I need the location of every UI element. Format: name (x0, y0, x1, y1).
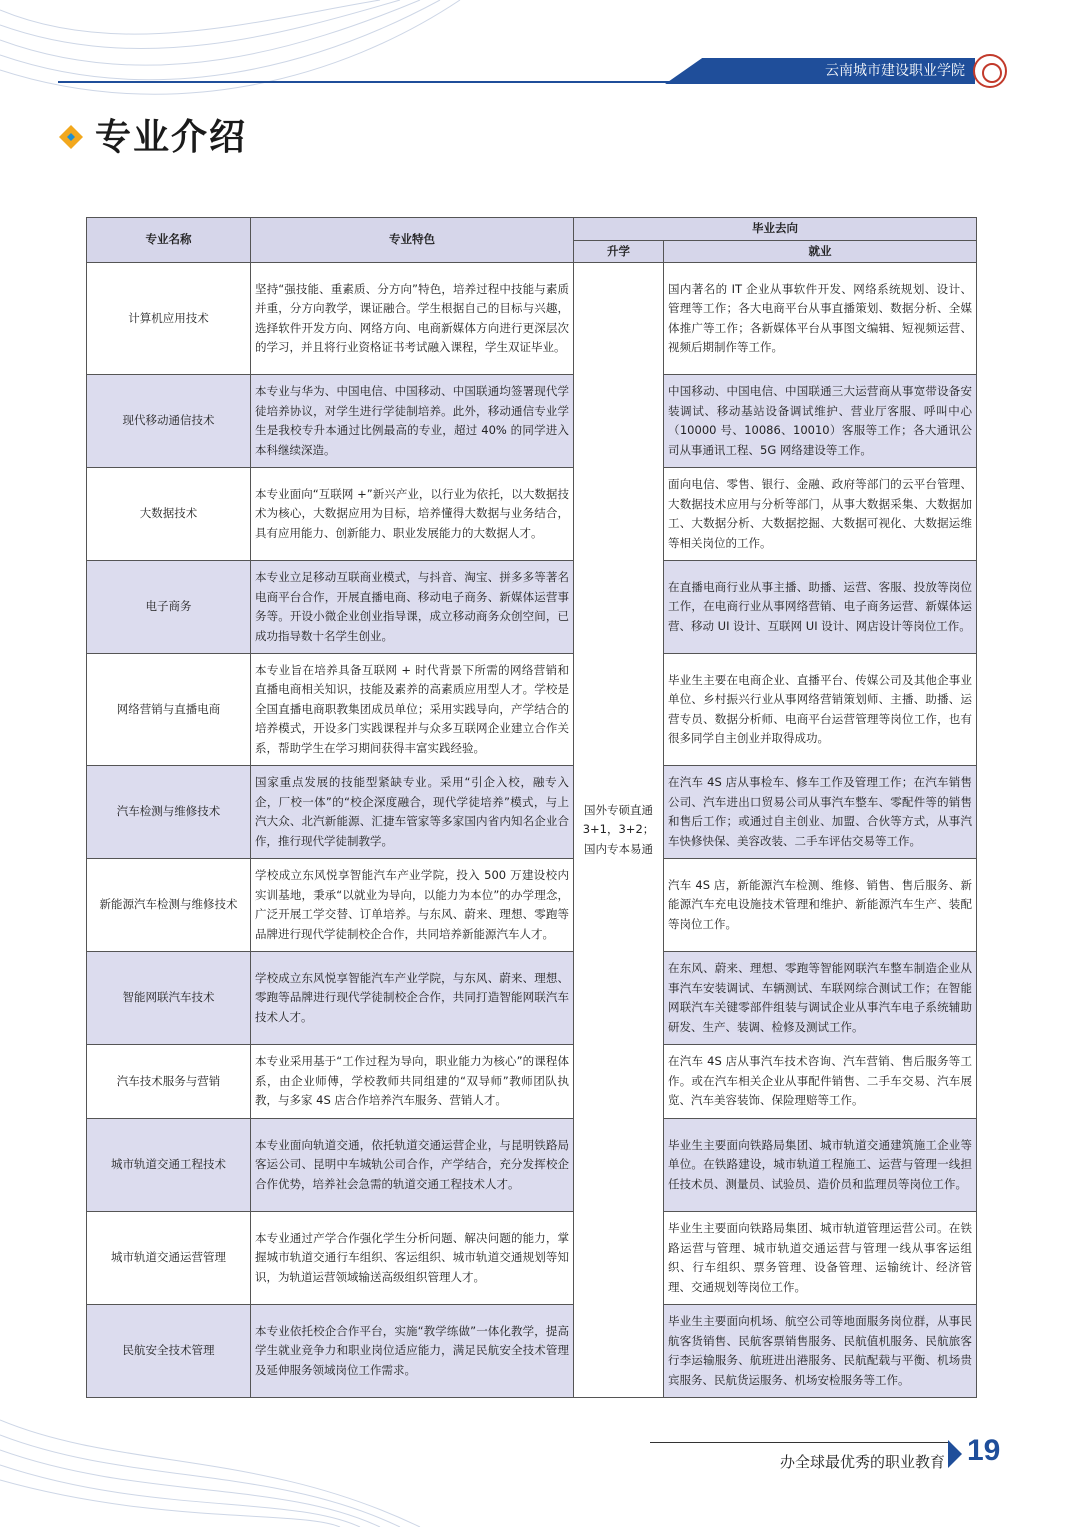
table-row (87, 1305, 977, 1398)
major-job: 毕业生主要面向机场、航空公司等地面服务岗位群，从事民航客货销售、民航客票销售服务、民航值机服务、民航旅客行李运输服务、航班进出港服务、民航配载与平衡、机场贵宾服务、民航货运服务、机场安检服务等工作。 (664, 1305, 977, 1398)
table-row (87, 952, 977, 1045)
header-destination: 毕业去向 (574, 218, 977, 241)
major-name: 电子商务 (87, 561, 251, 654)
major-name: 网络营销与直播电商 (87, 654, 251, 766)
major-feature: 坚持“强技能、重素质、分方向”特色，培养过程中技能与素质并重，分方向教学，课证融合。学生根据自己的目标与兴趣，选择软件开发方向、网络方向、电商新媒体方向进行更深层次的学习，并且将行业资格证书考试融入课程，学生双证毕业。 (251, 263, 574, 375)
major-name: 现代移动通信技术 (87, 375, 251, 468)
major-name: 大数据技术 (87, 468, 251, 561)
major-job: 面向电信、零售、银行、金融、政府等部门的云平台管理、大数据技术应用与分析等部门，从事大数据采集、大数据加工、大数据分析、大数据挖掘、大数据可视化、大数据运维等相关岗位的工作。 (664, 468, 977, 561)
table-row (87, 766, 977, 859)
major-job: 在汽车 4S 店从事检车、修车工作及管理工作；在汽车销售公司、汽车进出口贸易公司从事汽车整车、零配件等的销售和售后工作；或通过自主创业、加盟、合伙等方式，从事汽车快修快保、美容改装、二手车评估交易等工作。 (664, 766, 977, 859)
major-feature: 本专业与华为、中国电信、中国移动、中国联通均签署现代学徒培养协议，对学生进行学徒制培养。此外，移动通信专业学生是我校专升本通过比例最高的专业，超过 40% 的同学进入本科继续深造。 (251, 375, 574, 468)
table-row (87, 263, 977, 375)
diamond-icon (58, 124, 84, 150)
major-name: 汽车检测与维修技术 (87, 766, 251, 859)
header-major-name: 专业名称 (87, 218, 251, 263)
major-feature: 本专业通过产学合作强化学生分析问题、解决问题的能力，掌握城市轨道交通行车组织、客运组织、城市轨道交通规划等知识，为轨道运营领域输送高级组织管理人才。 (251, 1212, 574, 1305)
major-feature: 本专业面向轨道交通，依托轨道交通运营企业，与昆明铁路局客运公司、昆明中车城轨公司合作，产学结合，充分发挥校企合作优势，培养社会急需的轨道交通工程技术人才。 (251, 1119, 574, 1212)
table-row (87, 1212, 977, 1305)
major-feature: 本专业旨在培养具备互联网 + 时代背景下所需的网络营销和直播电商相关知识，技能及素养的高素质应用型人才。学校是全国直播电商职教集团成员单位；采用实践导向，产学结合的培养模式，开设多门实践课程并与众多互联网企业建立合作关系，帮助学生在学习期间获得丰富实践经验。 (251, 654, 574, 766)
major-name: 城市轨道交通工程技术 (87, 1119, 251, 1212)
school-logo-icon (973, 54, 1007, 88)
footer-rule (650, 1442, 950, 1443)
table-row (87, 468, 977, 561)
major-job: 国内著名的 IT 企业从事软件开发、网络系统规划、设计、管理等工作；各大电商平台从事直播策划、数据分析、全媒体推广等工作；各新媒体平台从事图文编辑、短视频运营、视频后期制作等工作。 (664, 263, 977, 375)
page-number: 19 (967, 1434, 1001, 1467)
table-row (87, 1119, 977, 1212)
major-job: 在汽车 4S 店从事汽车技术咨询、汽车营销、售后服务等工作。或在汽车相关企业从事配件销售、二手车交易、汽车展览、汽车美容装饰、保险理赔等工作。 (664, 1045, 977, 1119)
major-feature: 本专业立足移动互联商业模式，与抖音、淘宝、拼多多等著名电商平台合作，开展直播电商、移动电子商务、新媒体运营事务等。开设小微企业创业指导课，成立移动商务众创空间，已成功指导数十名学生创业。 (251, 561, 574, 654)
header-major-feature: 专业特色 (251, 218, 574, 263)
major-feature: 本专业采用基于“工作过程为导向，职业能力为核心”的课程体系，由企业师傅，学校教师共同组建的“双导师”教师团队执教，与多家 4S 店合作培养汽车服务、营销人才。 (251, 1045, 574, 1119)
table-row (87, 859, 977, 952)
table-row (87, 1045, 977, 1119)
major-job: 毕业生主要在电商企业、直播平台、传媒公司及其他企事业单位、乡村振兴行业从事网络营销策划师、主播、助播、运营专员、数据分析师、电商平台运营管理等岗位工作，也有很多同学自主创业并取得成功。 (664, 654, 977, 766)
header-study: 升学 (574, 240, 664, 263)
major-name: 民航安全技术管理 (87, 1305, 251, 1398)
major-name: 智能网联汽车技术 (87, 952, 251, 1045)
table-row (87, 375, 977, 468)
major-name: 城市轨道交通运营管理 (87, 1212, 251, 1305)
footer-slogan: 办全球最优秀的职业教育 (780, 1453, 946, 1471)
major-job: 毕业生主要面向铁路局集团、城市轨道交通建筑施工企业等单位。在铁路建设，城市轨道工程施工、运营与管理一线担任技术员、测量员、试验员、造价员和监理员等岗位工作。 (664, 1119, 977, 1212)
major-name: 汽车技术服务与营销 (87, 1045, 251, 1119)
table-row (87, 654, 977, 766)
study-path: 国外专硕直通 3+1，3+2；国内专本易通 (574, 263, 664, 1398)
header-job: 就业 (664, 240, 977, 263)
major-job: 在东风、蔚来、理想、零跑等智能网联汽车整车制造企业从事汽车安装调试、车辆测试、车联网综合测试工作；在智能网联汽车关键零部件组装与调试企业从事汽车电子系统辅助研发、生产、装调、检修及测试工作。 (664, 952, 977, 1045)
major-feature: 学校成立东风悦享智能汽车产业学院，与东风、蔚来、理想、零跑等品牌进行现代学徒制校企合作，共同打造智能网联汽车技术人才。 (251, 952, 574, 1045)
major-job: 毕业生主要面向铁路局集团、城市轨道管理运营公司。在铁路运营与管理、城市轨道交通运营与管理一线从事客运组织、行车组织、票务管理、设备管理、运输统计、经济管理、交通规划等岗位工作。 (664, 1212, 977, 1305)
school-name: 云南城市建设职业学院 (825, 63, 965, 79)
majors-table (86, 217, 977, 1398)
table-row (87, 561, 977, 654)
page-number-marker (948, 1440, 962, 1468)
major-job: 在直播电商行业从事主播、助播、运营、客服、投放等岗位工作，在电商行业从事网络营销、电子商务运营、新媒体运营、移动 UI 设计、互联网 UI 设计、网店设计等岗位工作。 (664, 561, 977, 654)
page-title: 专业介绍 (95, 117, 248, 158)
major-job: 中国移动、中国电信、中国联通三大运营商从事宽带设备安装调试、移动基站设备调试维护、营业厅客服、呼叫中心（10000 号、10086、10010）客服等工作；各大通讯公司从事通讯工程、5G 网络建设等工作。 (664, 375, 977, 468)
major-feature: 学校成立东风悦享智能汽车产业学院，投入 500 万建设校内实训基地，秉承“以就业为导向，以能力为本位”的办学理念，广泛开展工学交替、订单培养。与东风、蔚来、理想、零跑等品牌进行现代学徒制校企合作，共同培养新能源汽车人才。 (251, 859, 574, 952)
major-feature: 本专业依托校企合作平台，实施“教学练做”一体化教学，提高学生就业竞争力和职业岗位适应能力，满足民航安全技术管理及延伸服务领域岗位工作需求。 (251, 1305, 574, 1398)
major-name: 新能源汽车检测与维修技术 (87, 859, 251, 952)
major-feature: 本专业面向“互联网 +”新兴产业，以行业为依托，以大数据技术为核心，大数据应用为目标，培养懂得大数据与业务结合，具有应用能力、创新能力、职业发展能力的大数据人才。 (251, 468, 574, 561)
major-name: 计算机应用技术 (87, 263, 251, 375)
major-job: 汽车 4S 店，新能源汽车检测、维修、销售、售后服务、新能源汽车充电设施技术管理和维护、新能源汽车生产、装配等岗位工作。 (664, 859, 977, 952)
major-feature: 国家重点发展的技能型紧缺专业。采用“引企入校，融专入企，厂校一体”的“校企深度融合，现代学徒培养”模式，与上汽大众、北汽新能源、汇捷车管家等多家国内省内知名企业合作，推行现代学徒制教学。 (251, 766, 574, 859)
